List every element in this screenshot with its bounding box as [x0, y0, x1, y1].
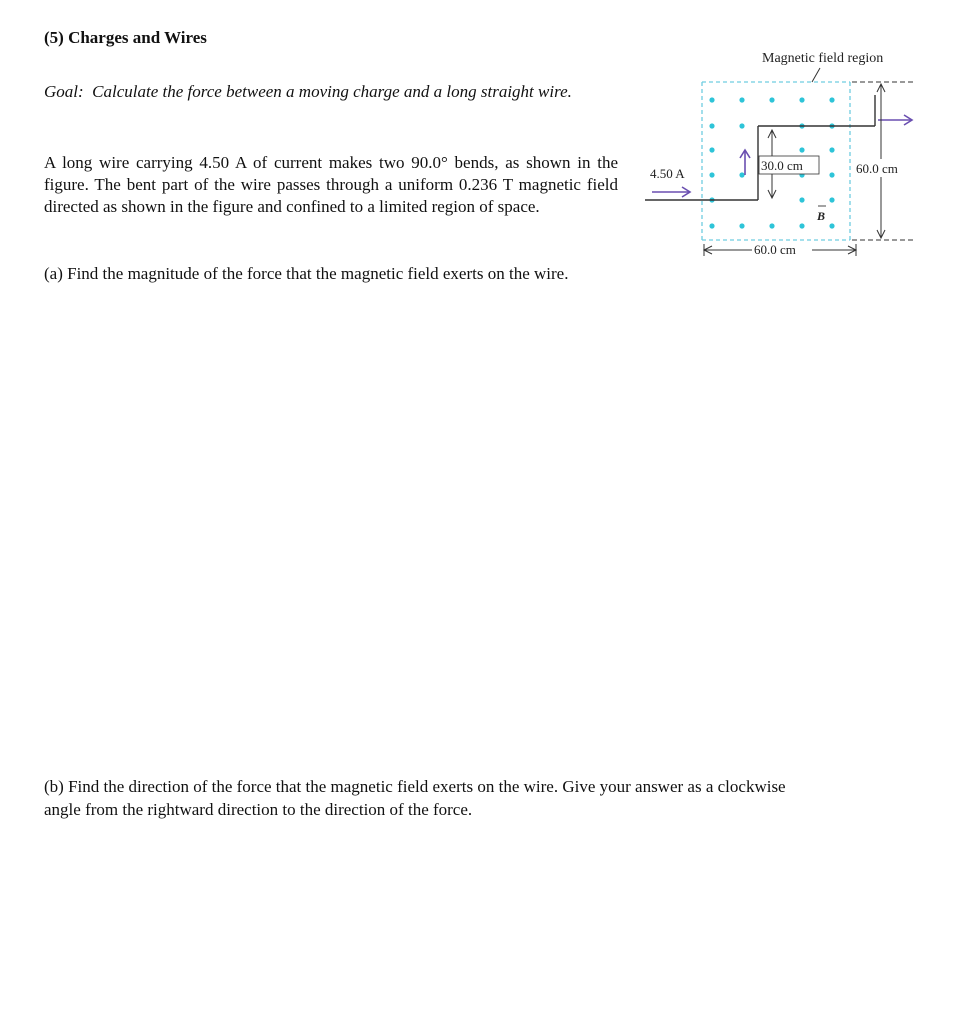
width-dimension-label: 60.0 cm: [754, 242, 796, 257]
region-label: Magnetic field region: [762, 51, 884, 66]
problem-title: (5) Charges and Wires: [44, 28, 207, 47]
question-part-a: (a) Find the magnitude of the force that the magnetic field exerts on the wire.: [44, 264, 569, 283]
wire-field-figure: [640, 40, 930, 270]
region-label-pointer: [812, 68, 820, 82]
question-part-b: (b) Find the direction of the force that the magnetic field exerts on the wire. Give your answer as a clockwise angle from the rightward direction to the direction of the force.: [44, 777, 786, 819]
height-dimension-label: 60.0 cm: [856, 161, 898, 176]
bent-wire: [645, 95, 875, 200]
inner-dimension-label: 30.0 cm: [761, 158, 803, 173]
goal-text: Calculate the force between a moving charge and a long straight wire.: [92, 82, 572, 101]
goal-label: Goal:: [44, 82, 84, 101]
problem-statement: A long wire carrying 4.50 A of current makes two 90.0° bends, as shown in the figure. The bent part of the wire passes through a uniform 0.236 T magnetic field directed as shown in the figure and confined to a limited region of space.: [44, 153, 618, 216]
field-label: B: [817, 209, 826, 223]
goal-paragraph: [44, 79, 624, 105]
current-label: 4.50 A: [650, 166, 685, 181]
